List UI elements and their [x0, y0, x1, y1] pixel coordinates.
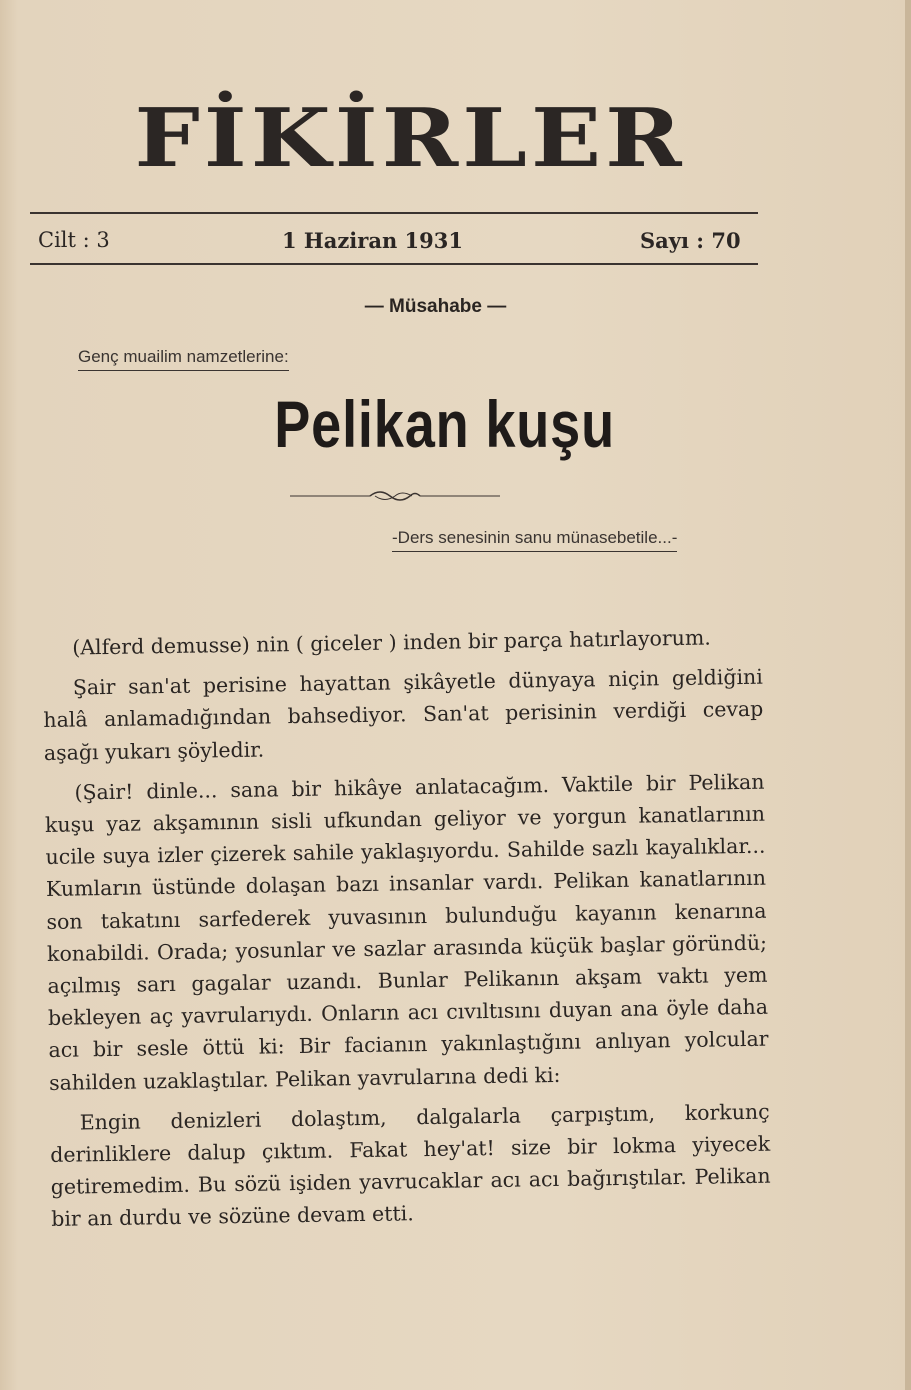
- issue-volume: Cilt : 3: [38, 228, 110, 252]
- issue-date: 1 Haziran 1931: [282, 228, 463, 253]
- rule-bottom: [30, 263, 758, 265]
- section-heading: — Müsahabe —: [364, 296, 507, 317]
- page-edge: [905, 0, 911, 1390]
- article-title: Pelikan kuşu: [274, 387, 615, 461]
- article-addressee: Genç muailim namzetlerine:: [78, 347, 289, 371]
- paragraph: Şair san'at perisine hayattan şikâyetle dünyaya niçin geldiğini halâ anlamadığından bahsediyor. San'at perisinin verdiği cevap aşağı yukarı şöyledir.: [43, 664, 764, 765]
- paragraph: Engin denizleri dolaştım, dalgalarla çarpıştım, korkunç derinliklere dalup çıktım. Fakat hey'at! size bir lokma yiyecek getiremedim. Bu sözü işiden yavrucaklar acı acı bağırıştılar. Pelikan bir an durdu ve sözüne devam etti.: [50, 1099, 771, 1232]
- article-subtitle: -Ders senesinin sanu münasebetile...-: [392, 528, 677, 552]
- issue-number: Sayı : 70: [640, 228, 741, 253]
- rule-top: [30, 212, 758, 214]
- paragraph: (Alferd demusse) nin ( giceler ) inden bir parça hatırlayorum.: [72, 625, 712, 660]
- ornament-divider: [290, 486, 500, 506]
- paragraph: (Şair! dinle... sana bir hikâye anlatacağım. Vaktile bir Pelikan kuşu yaz akşamının sisli ufkundan geliyor ve yorgun kanatlarının ucile suya izler çizerek sahile yaklaşıyordu. Sahilde sazlı kayalıklar... Kumların üstünde dolaşan bazı insanlar vardı. Pelikan kanatlarının son takatını sarfederek yuvasının bulunduğu kayanın kenarına konabildi. Orada; yosunlar ve sazlar arasında küçük başlar göründü; açılmış sarı gagalar uzandı. Bunlar Pelikanın akşam vaktı yem bekleyen aç yavrularıydı. Onların acı cıvıltısını duyan ana öyle daha acı bir sesle öttü ki: Bir facianın yakınlaştığını anlıyan yolcular sahilden uzaklaştılar. Pelikan yavrularına dedi ki:: [44, 769, 769, 1095]
- article-body: [42, 621, 772, 1244]
- masthead-title: FİKİRLER: [134, 90, 686, 186]
